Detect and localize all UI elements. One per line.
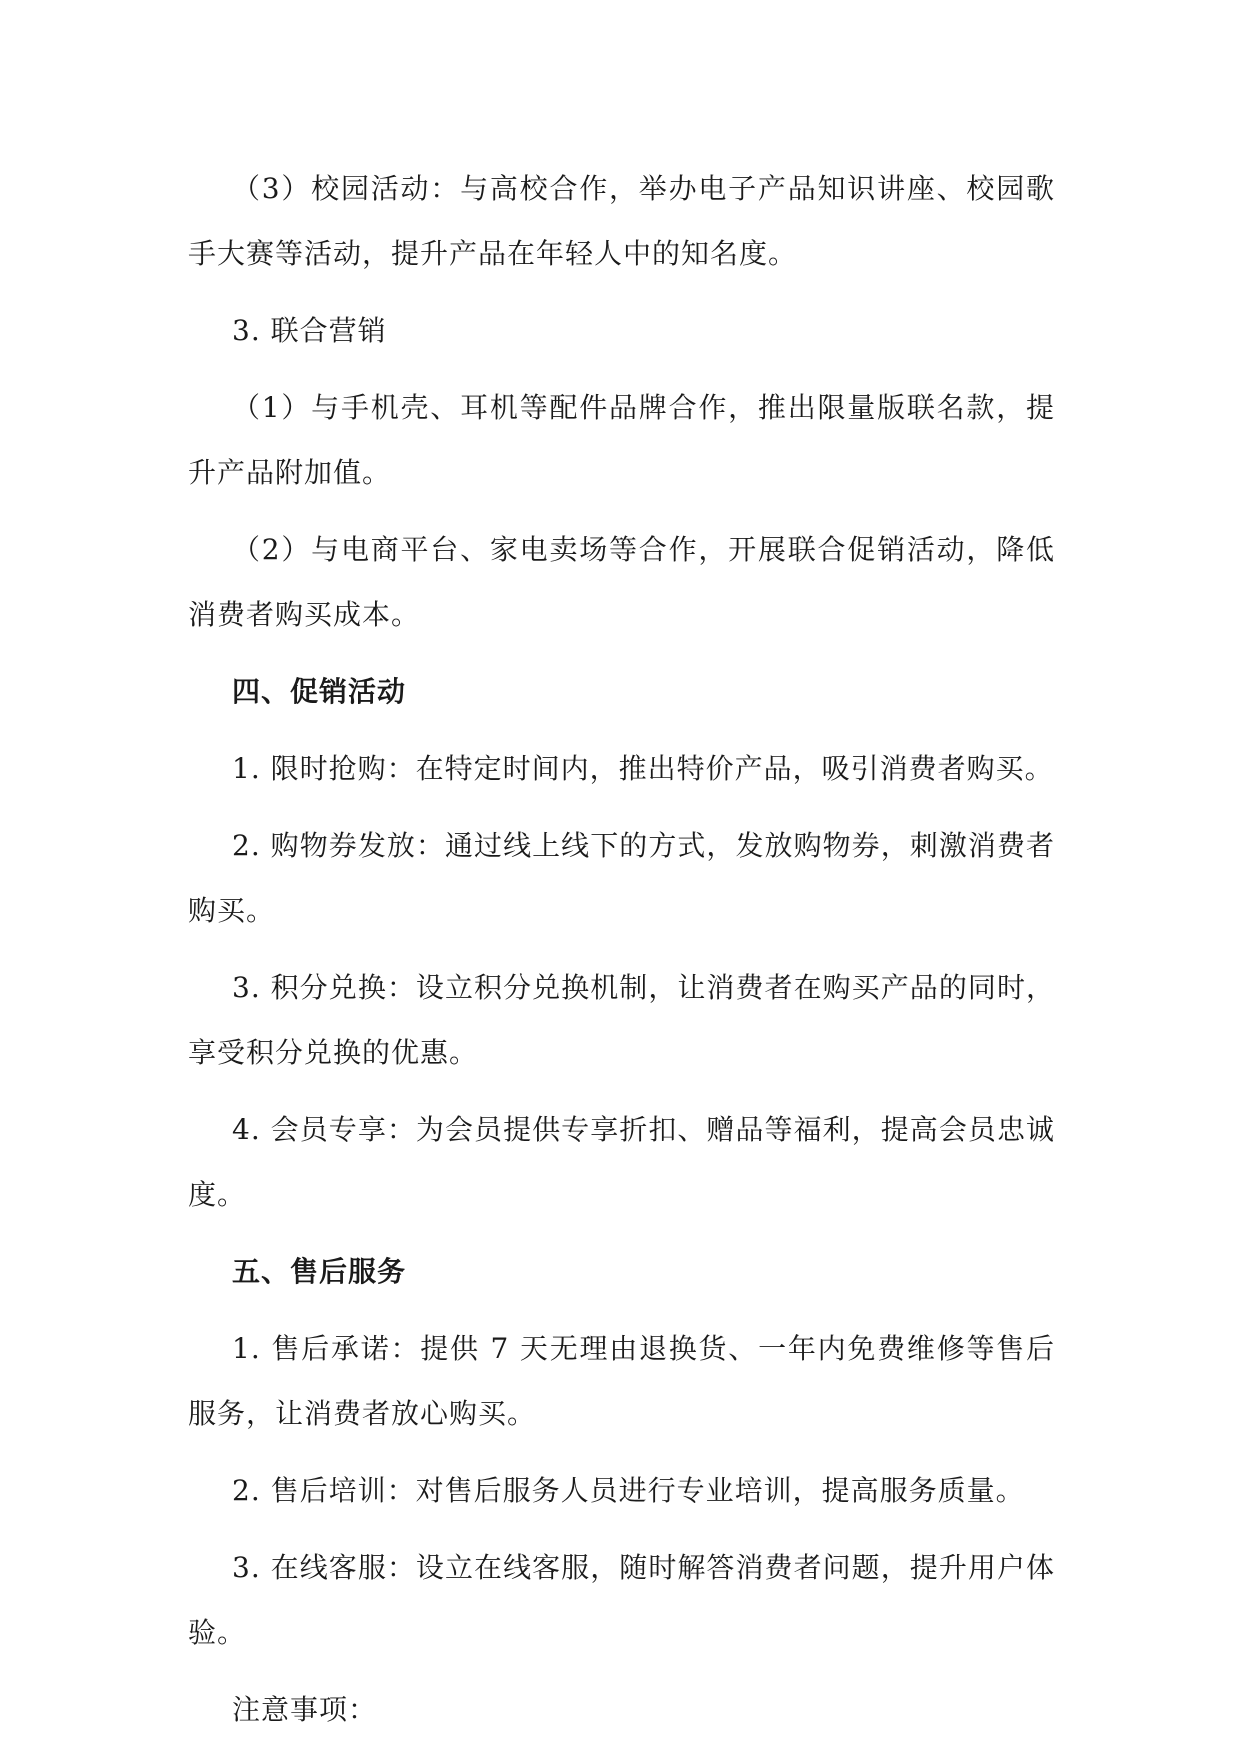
section-heading-promotions: 四、促销活动 [232,675,407,708]
paragraph-ecommerce-partners: （2）与电商平台、家电卖场等合作，开展联合促销活动，降低消费者购买成本。 [188,533,1055,631]
paragraph-campus-activity: （3）校园活动：与高校合作，举办电子产品知识讲座、校园歌手大赛等活动，提升产品在年轻人中的知名度。 [188,172,1055,270]
paragraph-after-sales-promise: 1. 售后承诺：提供 7 天无理由退换货、一年内免费维修等售后服务，让消费者放心购买。 [188,1332,1055,1430]
paragraph-flash-sale: 1. 限时抢购：在特定时间内，推出特价产品，吸引消费者购买。 [232,752,1054,785]
section-heading-after-sales: 五、售后服务 [232,1255,407,1288]
paragraph-member-exclusive: 4. 会员专享：为会员提供专享折扣、赠品等福利，提高会员忠诚度。 [188,1113,1055,1211]
paragraph-notes: 注意事项： [232,1693,378,1726]
document-body [188,156,1055,1754]
paragraph-online-support: 3. 在线客服：设立在线客服，随时解答消费者问题，提升用户体验。 [188,1551,1055,1649]
paragraph-after-sales-training: 2. 售后培训：对售后服务人员进行专业培训，提高服务质量。 [232,1474,1025,1507]
paragraph-coupons: 2. 购物券发放：通过线上线下的方式，发放购物券，刺激消费者购买。 [188,829,1055,927]
paragraph-accessory-brands: （1）与手机壳、耳机等配件品牌合作，推出限量版联名款，提升产品附加值。 [188,391,1055,489]
paragraph-points-exchange: 3. 积分兑换：设立积分兑换机制，让消费者在购买产品的同时，享受积分兑换的优惠。 [188,971,1055,1069]
subheading-joint-marketing: 3. 联合营销 [232,314,387,347]
